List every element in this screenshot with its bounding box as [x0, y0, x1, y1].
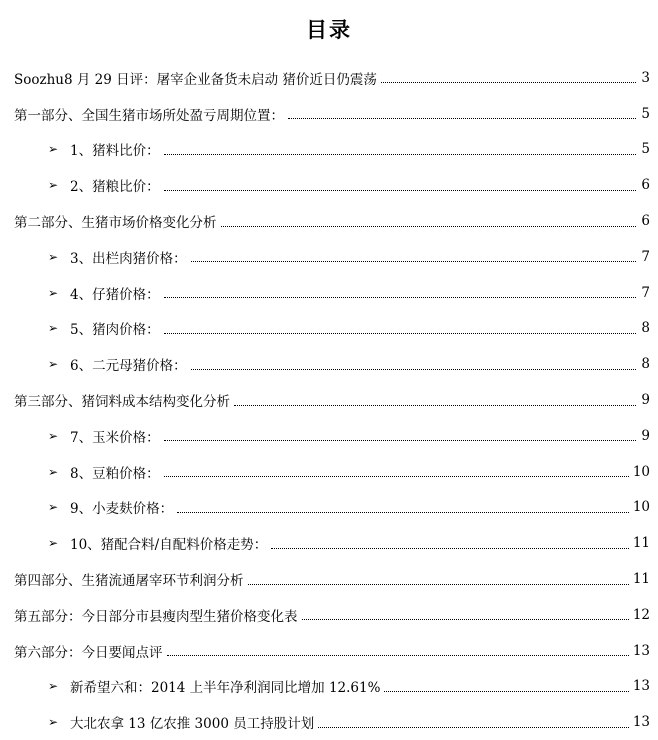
toc-page-number: 10	[632, 499, 650, 516]
toc-dot-leader	[164, 476, 629, 477]
toc-page-number: 12	[632, 606, 650, 623]
toc-dot-leader	[302, 619, 629, 620]
toc-entry-label: 10、猪配合料/自配料价格走势：	[70, 537, 268, 554]
toc-entry[interactable]	[0, 454, 658, 490]
arrow-bullet-icon: ➢	[48, 428, 59, 443]
arrow-bullet-icon: ➢	[48, 679, 59, 694]
toc-dot-leader	[234, 405, 636, 406]
toc-page-number: 8	[641, 320, 650, 337]
toc-page-number: 11	[632, 535, 650, 552]
arrow-bullet-icon: ➢	[48, 178, 59, 193]
toc-entry-label: 8、豆粕价格：	[70, 465, 160, 482]
toc-dot-leader	[248, 584, 629, 585]
toc-entry[interactable]	[0, 346, 658, 382]
toc-entry-label: 6、二元母猪价格：	[70, 358, 187, 375]
toc-dot-leader	[164, 190, 636, 191]
toc-entry-label: 第五部分：今日部分市县瘦肉型生猪价格变化表	[14, 608, 298, 625]
toc-entry[interactable]	[0, 418, 658, 454]
arrow-bullet-icon: ➢	[48, 715, 59, 730]
toc-entry[interactable]	[0, 167, 658, 203]
toc-page-number: 3	[641, 69, 650, 86]
toc-dot-leader	[164, 440, 636, 441]
arrow-bullet-icon: ➢	[48, 321, 59, 336]
toc-entry-label: 新希望六和：2014 上半年净利润同比增加 12.61%	[70, 680, 381, 697]
arrow-bullet-icon: ➢	[48, 500, 59, 515]
toc-entry-label: 第三部分、猪饲料成本结构变化分析	[14, 394, 230, 411]
toc-dot-leader	[167, 655, 629, 656]
toc-entry[interactable]	[0, 60, 658, 96]
toc-entry[interactable]	[0, 203, 658, 239]
toc-entry-label: Soozhu8 月 29 日评：屠宰企业备货未启动 猪价近日仍震荡	[14, 71, 377, 88]
toc-entry-label: 1、猪料比价：	[70, 143, 160, 160]
toc-entry[interactable]	[0, 275, 658, 311]
arrow-bullet-icon: ➢	[48, 464, 59, 479]
toc-dot-leader	[191, 261, 636, 262]
toc-page-number: 7	[641, 248, 650, 265]
toc-page-number: 5	[641, 141, 650, 158]
toc-dot-leader	[164, 154, 636, 155]
toc-entry-label: 第四部分、生猪流通屠宰环节利润分析	[14, 573, 244, 590]
toc-page-number: 13	[632, 714, 650, 731]
toc-entry[interactable]	[0, 239, 658, 275]
toc-entry[interactable]	[0, 96, 658, 132]
toc-page-number: 7	[641, 284, 650, 301]
toc-list	[0, 60, 658, 740]
arrow-bullet-icon: ➢	[48, 142, 59, 157]
arrow-bullet-icon: ➢	[48, 536, 59, 551]
toc-page-number: 13	[632, 642, 650, 659]
toc-entry-label: 3、出栏肉猪价格：	[70, 250, 187, 267]
toc-entry[interactable]	[0, 132, 658, 168]
arrow-bullet-icon: ➢	[48, 249, 59, 264]
toc-entry-label: 第二部分、生猪市场价格变化分析	[14, 215, 217, 232]
toc-entry-label: 第六部分：今日要闻点评	[14, 644, 163, 661]
toc-page-number: 9	[641, 427, 650, 444]
toc-entry-label: 大北农拿 13 亿农推 3000 员工持股计划	[70, 716, 315, 733]
toc-dot-leader	[271, 548, 629, 549]
toc-page-number: 8	[641, 356, 650, 373]
toc-page-number: 6	[641, 213, 650, 230]
toc-page-number: 9	[641, 392, 650, 409]
toc-dot-leader	[177, 512, 629, 513]
toc-page-number: 6	[641, 177, 650, 194]
toc-entry[interactable]	[0, 525, 658, 561]
toc-entry-label: 第一部分、全国生猪市场所处盈亏周期位置：	[14, 107, 284, 124]
toc-entry-label: 2、猪粮比价：	[70, 179, 160, 196]
toc-dot-leader	[381, 82, 636, 83]
toc-dot-leader	[288, 118, 636, 119]
toc-dot-leader	[164, 333, 636, 334]
toc-entry[interactable]	[0, 382, 658, 418]
toc-dot-leader	[318, 727, 629, 728]
toc-dot-leader	[384, 691, 628, 692]
toc-entry[interactable]	[0, 490, 658, 526]
toc-entry-label: 4、仔猪价格：	[70, 286, 160, 303]
toc-entry-label: 7、玉米价格：	[70, 429, 160, 446]
toc-entry[interactable]	[0, 561, 658, 597]
toc-entry-label: 5、猪肉价格：	[70, 322, 160, 339]
toc-dot-leader	[164, 297, 636, 298]
toc-page-number: 11	[632, 571, 650, 588]
toc-entry[interactable]	[0, 597, 658, 633]
toc-entry-label: 9、小麦麸价格：	[70, 501, 174, 518]
toc-page-number: 5	[641, 105, 650, 122]
toc-page-number: 13	[632, 678, 650, 695]
toc-entry[interactable]	[0, 669, 658, 705]
toc-page-number: 10	[632, 463, 650, 480]
toc-entry[interactable]	[0, 311, 658, 347]
arrow-bullet-icon: ➢	[48, 285, 59, 300]
page-title: 目录	[306, 17, 352, 42]
arrow-bullet-icon: ➢	[48, 357, 59, 372]
toc-entry[interactable]	[0, 633, 658, 669]
toc-entry[interactable]	[0, 704, 658, 740]
toc-dot-leader	[221, 226, 637, 227]
toc-dot-leader	[191, 369, 636, 370]
